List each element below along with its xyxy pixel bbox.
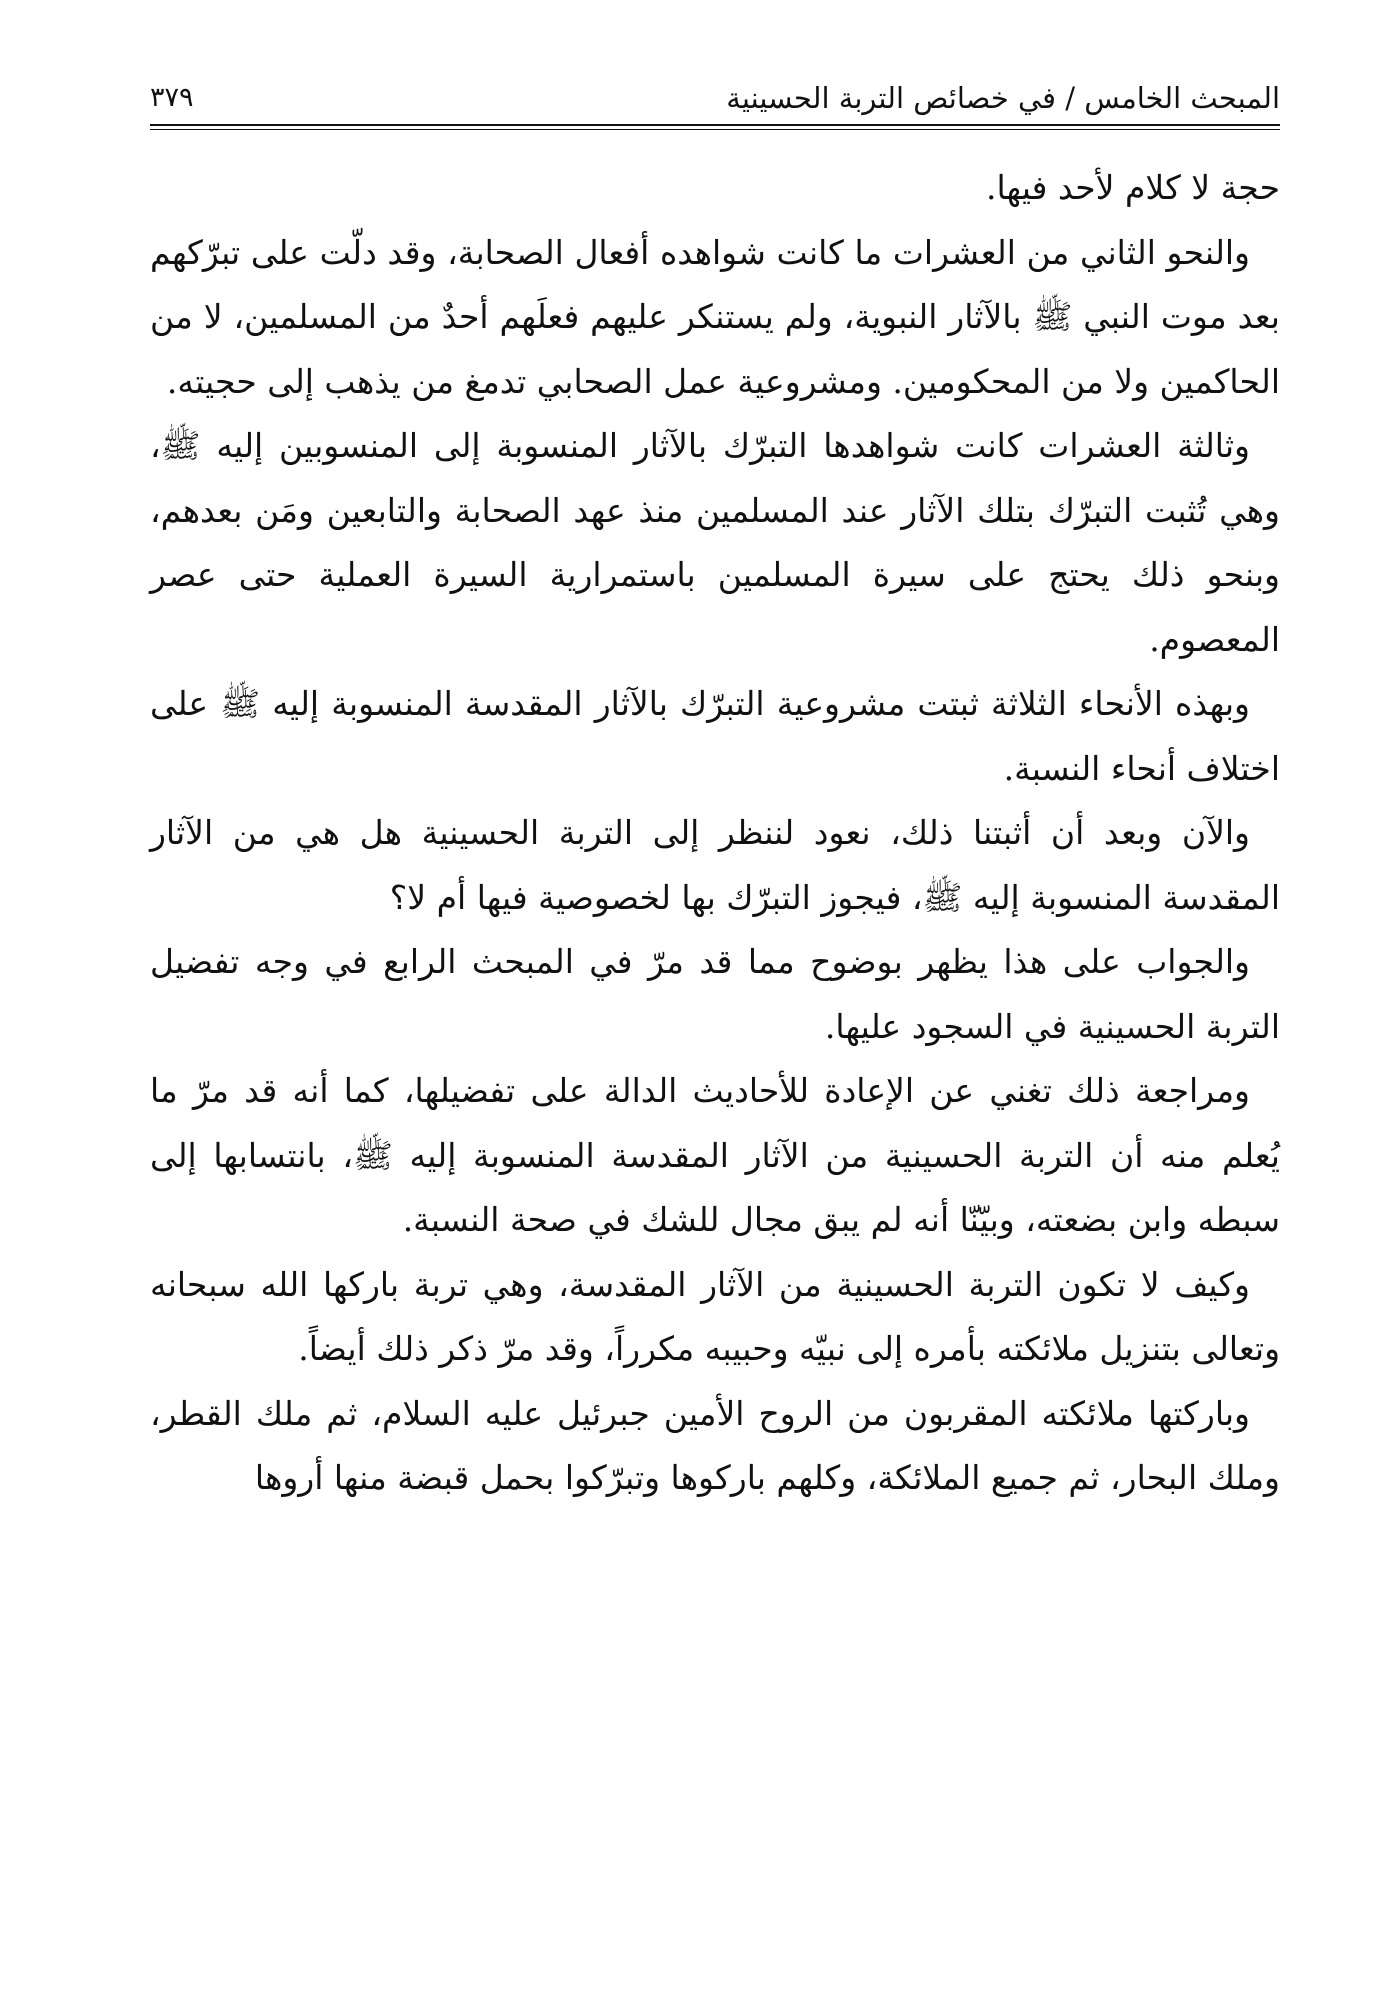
paragraph-2: والنحو الثاني من العشرات ما كانت شواهده أفعال الصحابة، وقد دلّت على تبرّكهم بعد موت النبي ﷺ بالآثار النبوية، ولم يستنكر عليهم فعلَهم أحدٌ من المسلمين، لا من الحاكمين ولا من المحكومين. ومشروعية عمل الصحابي تدمغ من يذهب إلى حجيته. <box>150 232 1280 401</box>
paragraph-8: وكيف لا تكون التربة الحسينية من الآثار المقدسة، وهي تربة باركها الله سبحانه وتعالى بتنزيل ملائكته بأمره إلى نبيّه وحبيبه مكرراً، وقد مرّ ذكر ذلك أيضاً. <box>150 1264 1280 1368</box>
header-rule-thin <box>150 129 1280 130</box>
header-rule-thick <box>150 124 1280 126</box>
page-number: ٣٧٩ <box>150 82 194 113</box>
paragraph-6: والجواب على هذا يظهر بوضوح مما قد مرّ في المبحث الرابع في وجه تفضيل التربة الحسينية في السجود عليها. <box>150 942 1280 1046</box>
paragraph-5: والآن وبعد أن أثبتنا ذلك، نعود لننظر إلى التربة الحسينية هل هي من الآثار المقدسة المنسوبة إليه ﷺ، فيجوز التبرّك بها لخصوصية فيها أم لا؟ <box>150 813 1280 917</box>
page-header <box>150 78 1280 118</box>
paragraph-9: وباركتها ملائكته المقربون من الروح الأمين جبرئيل عليه السلام، ثم ملك القطر، وملك البحار، ثم جميع الملائكة، وكلهم باركوها وتبرّكوا بحمل قبضة منها أروها <box>150 1393 1280 1497</box>
body-text <box>150 156 1280 1511</box>
paragraph-1: حجة لا كلام لأحد فيها. <box>985 168 1280 207</box>
paragraph-7: ومراجعة ذلك تغني عن الإعادة للأحاديث الدالة على تفضيلها، كما أنه قد مرّ ما يُعلم منه أن التربة الحسينية من الآثار المقدسة المنسوبة إليه ﷺ، بانتسابها إلى سبطه وابن بضعته، وبيّنّا أنه لم يبق مجال للشك في صحة النسبة. <box>150 1071 1280 1239</box>
paragraph-3: وثالثة العشرات كانت شواهدها التبرّك بالآثار المنسوبة إلى المنسوبين إليه ﷺ، وهي تُثبت التبرّك بتلك الآثار عند المسلمين منذ عهد الصحابة والتابعين ومَن بعدهم، وبنحو ذلك يحتج على سيرة المسلمين باستمرارية السيرة العملية حتى عصر المعصوم. <box>150 426 1280 659</box>
running-header-title: المبحث الخامس / في خصائص التربة الحسينية <box>726 81 1280 115</box>
paragraph-4: وبهذه الأنحاء الثلاثة ثبتت مشروعية التبرّك بالآثار المقدسة المنسوبة إليه ﷺ على اختلاف أنحاء النسبة. <box>150 684 1280 788</box>
